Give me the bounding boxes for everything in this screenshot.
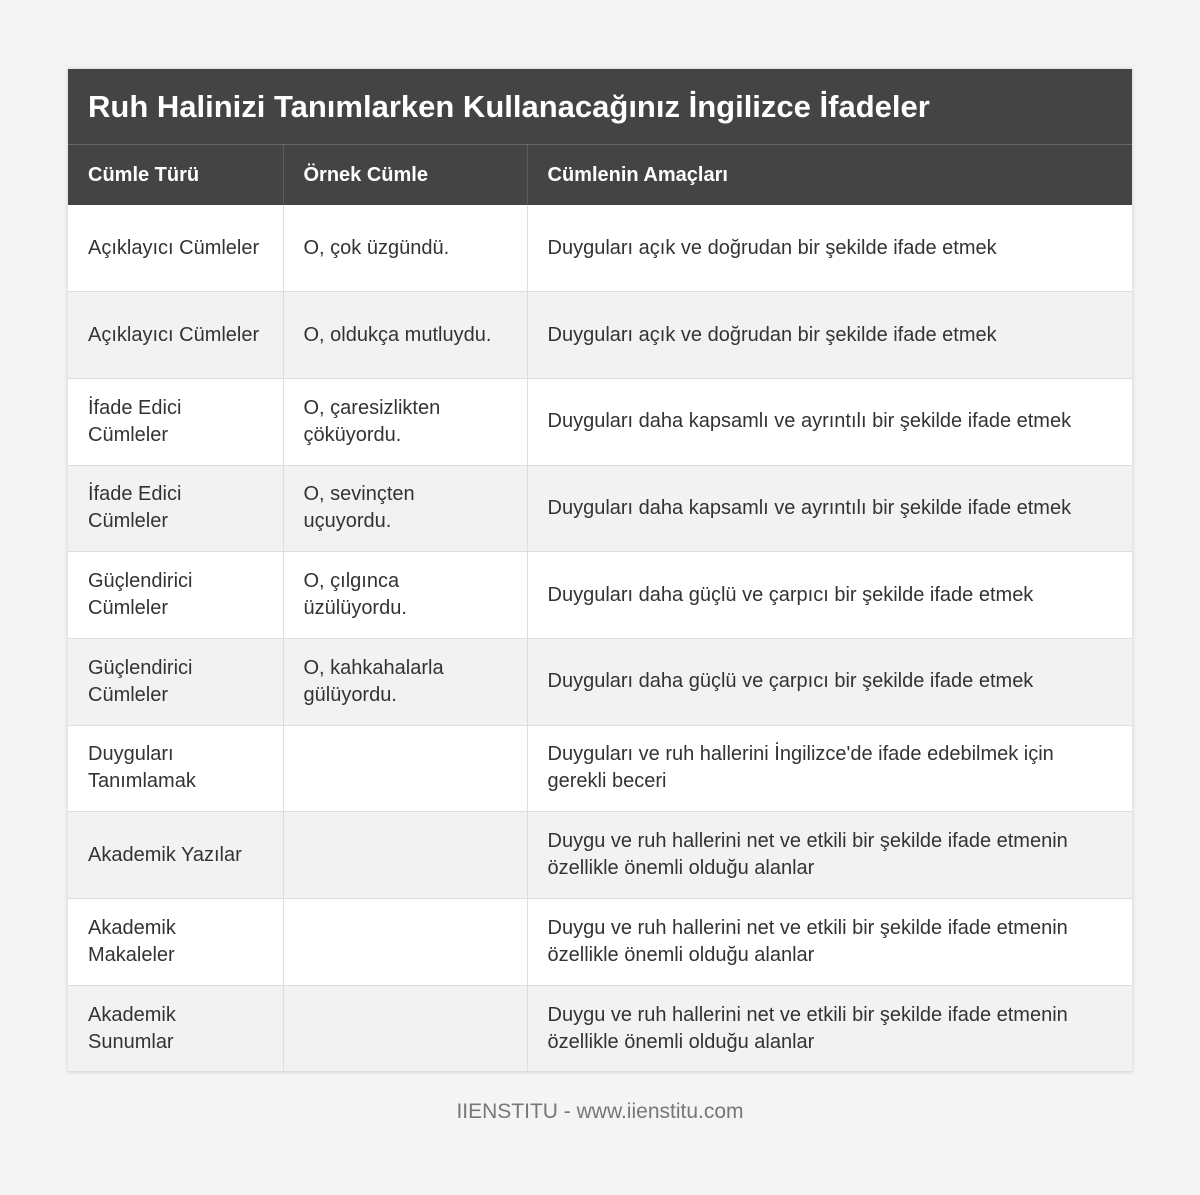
cell-purpose: Duyguları ve ruh hallerini İngilizce'de ifade edebilmek için gerekli beceri [527, 725, 1132, 812]
table-row [68, 378, 1132, 465]
table-row [68, 552, 1132, 639]
cell-sentence-type: Akademik Sunumlar [68, 985, 283, 1072]
table-row [68, 725, 1132, 812]
column-header-sentence-type: Cümle Türü [68, 145, 283, 205]
table-row [68, 812, 1132, 899]
cell-example-sentence: O, oldukça mutluydu. [283, 292, 527, 379]
cell-purpose: Duyguları daha güçlü ve çarpıcı bir şekilde ifade etmek [527, 552, 1132, 639]
cell-example-sentence [283, 985, 527, 1072]
cell-example-sentence: O, çaresizlikten çöküyordu. [283, 378, 527, 465]
header-row [68, 145, 1132, 205]
table-row [68, 205, 1132, 292]
cell-sentence-type: Güçlendirici Cümleler [68, 638, 283, 725]
cell-example-sentence: O, çılgınca üzülüyordu. [283, 552, 527, 639]
cell-example-sentence [283, 725, 527, 812]
cell-purpose: Duyguları daha kapsamlı ve ayrıntılı bir şekilde ifade etmek [527, 465, 1132, 552]
cell-sentence-type: Akademik Makaleler [68, 899, 283, 986]
cell-purpose: Duygu ve ruh hallerini net ve etkili bir şekilde ifade etmenin özellikle önemli olduğu alanlar [527, 812, 1132, 899]
cell-sentence-type: Güçlendirici Cümleler [68, 552, 283, 639]
table-row [68, 292, 1132, 379]
table-row [68, 638, 1132, 725]
cell-purpose: Duygu ve ruh hallerini net ve etkili bir şekilde ifade etmenin özellikle önemli olduğu alanlar [527, 985, 1132, 1072]
cell-example-sentence: O, kahkahalarla gülüyordu. [283, 638, 527, 725]
cell-example-sentence: O, sevinçten uçuyordu. [283, 465, 527, 552]
cell-sentence-type: İfade Edici Cümleler [68, 378, 283, 465]
data-table [68, 145, 1132, 1072]
table-row [68, 985, 1132, 1072]
cell-sentence-type: Duyguları Tanımlamak [68, 725, 283, 812]
data-table-card [68, 69, 1132, 1072]
table-row [68, 465, 1132, 552]
footer-credit: IIENSTITU - www.iienstitu.com [456, 1100, 744, 1123]
column-header-purposes: Cümlenin Amaçları [527, 145, 1132, 205]
cell-example-sentence [283, 899, 527, 986]
cell-purpose: Duyguları daha kapsamlı ve ayrıntılı bir şekilde ifade etmek [527, 378, 1132, 465]
cell-sentence-type: Açıklayıcı Cümleler [68, 292, 283, 379]
cell-purpose: Duyguları açık ve doğrudan bir şekilde ifade etmek [527, 292, 1132, 379]
column-header-example-sentence: Örnek Cümle [283, 145, 527, 205]
cell-purpose: Duyguları daha güçlü ve çarpıcı bir şekilde ifade etmek [527, 638, 1132, 725]
table-title: Ruh Halinizi Tanımlarken Kullanacağınız İngilizce İfadeler [68, 69, 1132, 145]
cell-example-sentence [283, 812, 527, 899]
cell-example-sentence: O, çok üzgündü. [283, 205, 527, 292]
cell-purpose: Duygu ve ruh hallerini net ve etkili bir şekilde ifade etmenin özellikle önemli olduğu alanlar [527, 899, 1132, 986]
cell-purpose: Duyguları açık ve doğrudan bir şekilde ifade etmek [527, 205, 1132, 292]
cell-sentence-type: Açıklayıcı Cümleler [68, 205, 283, 292]
cell-sentence-type: Akademik Yazılar [68, 812, 283, 899]
table-row [68, 899, 1132, 986]
cell-sentence-type: İfade Edici Cümleler [68, 465, 283, 552]
